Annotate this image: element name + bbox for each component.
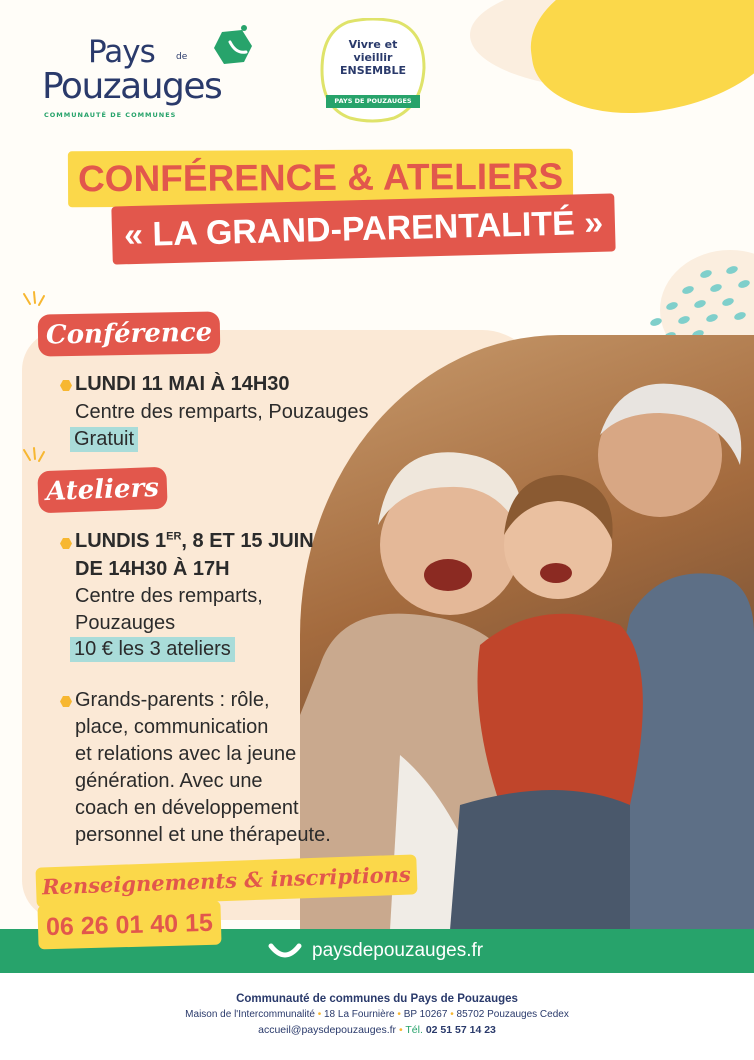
sparkle-icon bbox=[18, 290, 48, 316]
footer-address bbox=[0, 1009, 754, 1020]
section-label-ateliers: Ateliers bbox=[37, 467, 167, 513]
ateliers-date-prefix: LUNDIS 1 bbox=[75, 530, 167, 552]
ateliers-date-superscript: ER bbox=[166, 530, 182, 543]
website-link[interactable]: paysdepouzauges.fr bbox=[312, 940, 484, 961]
ateliers-description-line: Grands-parents : rôle, bbox=[75, 689, 270, 711]
logo-word-de: de bbox=[176, 52, 188, 62]
footer-contact bbox=[0, 1024, 754, 1036]
ateliers-place-line-1: Centre des remparts, bbox=[75, 585, 263, 607]
conference-price: Gratuit bbox=[70, 427, 138, 452]
ateliers-time: DE 14H30 À 17H bbox=[75, 558, 230, 580]
badge-strip: PAYS DE POUZAUGES bbox=[326, 95, 420, 108]
footer-address-part: Maison de l'Intercommunalité bbox=[185, 1009, 315, 1020]
title-line-2: « LA GRAND-PARENTALITÉ » bbox=[111, 193, 616, 264]
ateliers-description-line: coach en développement bbox=[75, 797, 299, 819]
ateliers-date bbox=[75, 530, 314, 553]
ateliers-description-line: et relations avec la jeune bbox=[75, 743, 297, 765]
badge-line-1: Vivre et bbox=[348, 38, 398, 51]
ateliers-description-line: place, communication bbox=[75, 716, 269, 738]
footer-separator: • bbox=[398, 1024, 403, 1036]
footer-tel-label: Tél. bbox=[405, 1024, 423, 1036]
contact-phone[interactable]: 06 26 01 40 15 bbox=[37, 901, 221, 950]
title-line-1: CONFÉRENCE & ATELIERS bbox=[68, 149, 573, 208]
logo-word-pays: Pays bbox=[88, 34, 155, 70]
footer-separator: • bbox=[450, 1009, 454, 1020]
ateliers-date-suffix: , 8 ET 15 JUIN bbox=[181, 530, 314, 552]
section-label-conference: Conférence bbox=[38, 311, 221, 356]
contact-label: Renseignements & inscriptions bbox=[35, 854, 417, 907]
conference-place: Centre des remparts, Pouzauges bbox=[75, 401, 369, 423]
ateliers-place-line-2: Pouzauges bbox=[75, 612, 176, 634]
footer-email-link[interactable]: accueil@paysdepouzauges.fr bbox=[258, 1024, 397, 1036]
logo-word-pouzauges: Pouzauges bbox=[42, 66, 222, 107]
vivre-vieillir-ensemble-badge bbox=[318, 18, 428, 123]
decorative-yellow-blob bbox=[521, 0, 754, 127]
badge-line-3: ENSEMBLE bbox=[339, 64, 406, 77]
sparkle-icon bbox=[18, 446, 48, 472]
decorative-dots-icon bbox=[640, 262, 754, 344]
footer-separator: • bbox=[317, 1009, 322, 1020]
badge-line-2: vieillir bbox=[353, 51, 393, 64]
smile-icon bbox=[268, 942, 302, 960]
footer-organization: Communauté de communes du Pays de Pouzauges bbox=[236, 993, 518, 1005]
footer-address-part: 85702 Pouzauges Cedex bbox=[456, 1009, 569, 1020]
grandparents-photo bbox=[300, 335, 754, 930]
photo-illustration-icon bbox=[300, 335, 754, 930]
footer bbox=[0, 973, 754, 1060]
conference-date: LUNDI 11 MAI À 14H30 bbox=[75, 373, 290, 395]
logo-tagline: COMMUNAUTÉ DE COMMUNES bbox=[44, 111, 177, 119]
ateliers-description-line: personnel et une thérapeute. bbox=[75, 824, 331, 846]
footer-address-part: 18 La Fournière bbox=[324, 1009, 395, 1020]
footer-separator: • bbox=[397, 1009, 401, 1020]
pays-de-pouzauges-logo bbox=[42, 34, 262, 124]
ateliers-price: 10 € les 3 ateliers bbox=[70, 637, 235, 662]
ateliers-description-line: génération. Avec une bbox=[75, 770, 263, 792]
footer-address-part: BP 10267 bbox=[403, 1009, 448, 1020]
footer-phone-link[interactable]: 02 51 57 14 23 bbox=[425, 1024, 496, 1036]
